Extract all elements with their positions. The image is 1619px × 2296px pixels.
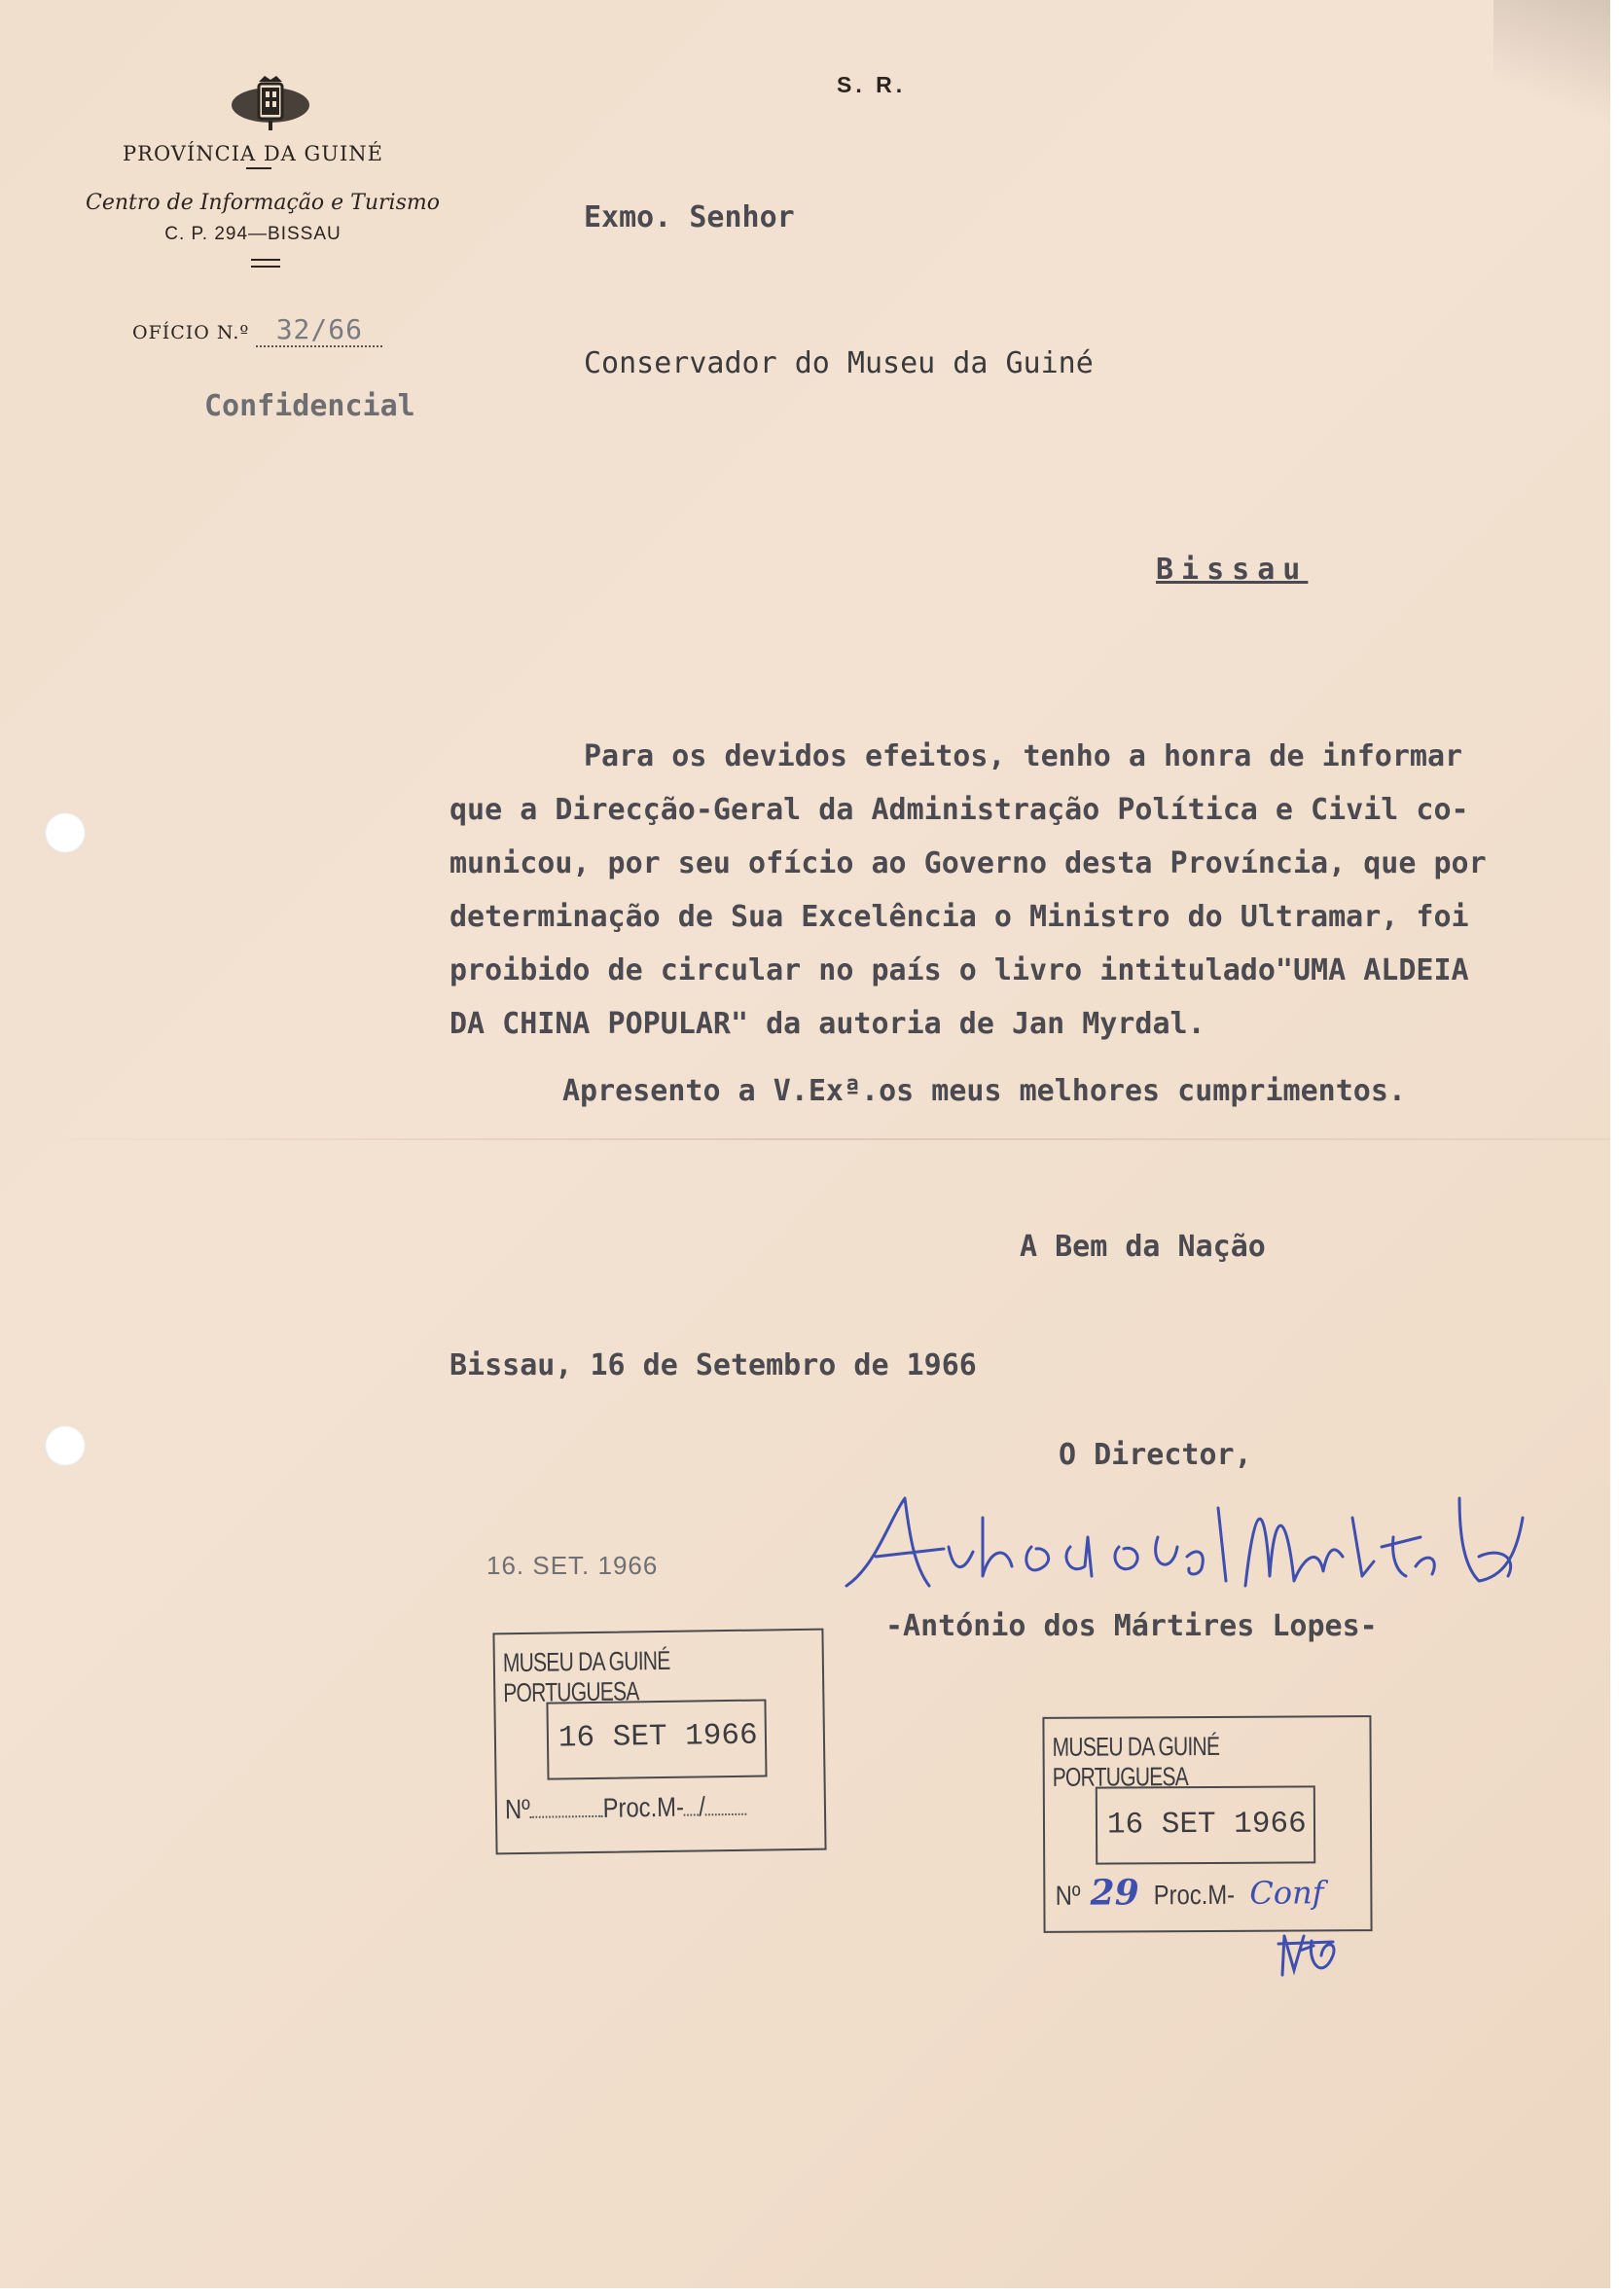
top-mark: S. R. — [837, 72, 907, 97]
date-stamp: 16. SET. 1966 — [486, 1551, 659, 1580]
motto: A Bem da Nação — [1020, 1230, 1266, 1264]
body-line: determinação de Sua Excelência o Ministro do Ultramar, foi — [450, 900, 1469, 934]
typed-name: -António dos Mártires Lopes- — [885, 1609, 1378, 1643]
paper-fold — [0, 1138, 1610, 1140]
body-line: municou, por seu ofício ao Governo desta Província, que por — [450, 846, 1487, 880]
stamp-number-row — [1053, 1871, 1323, 1913]
corner-shade — [1493, 0, 1610, 136]
body-line: DA CHINA POPULAR" da autoria de Jan Myrdal. — [450, 1007, 1205, 1041]
oficio-number: 32/66 — [275, 313, 363, 345]
stamp-date-box — [546, 1699, 767, 1779]
handwritten-initials — [1275, 1926, 1352, 1985]
province-name: PROVÍNCIA DA GUINÉ — [123, 142, 383, 165]
stamp-title: MUSEU DA GUINÉ PORTUGUESA — [502, 1645, 670, 1708]
postal-address: C. P. 294—BISSAU — [164, 224, 342, 244]
salutation: Exmo. Senhor — [584, 200, 795, 234]
divider — [246, 167, 271, 169]
body-line: Para os devidos efeitos, tenho a honra de informar — [584, 739, 1463, 773]
museum-stamp-left — [492, 1629, 826, 1855]
centre-name: Centro de Informação e Turismo — [86, 191, 440, 215]
punch-hole — [45, 812, 86, 853]
punch-hole — [45, 1425, 86, 1466]
oficio-label — [132, 313, 382, 347]
recipient-city: Bissau — [1156, 553, 1309, 587]
recipient: Conservador do Museu da Guiné — [584, 346, 1094, 380]
stamp-date-box — [1096, 1785, 1315, 1864]
stamp-handwritten-proc: Conf — [1249, 1874, 1324, 1912]
stamp-date: 16 SET 1966 — [558, 1718, 758, 1756]
stamp-number-row — [505, 1791, 747, 1825]
divider — [251, 259, 280, 268]
stamp-slash: / — [699, 1791, 706, 1822]
stamp-proc-label: Proc.M- — [1153, 1879, 1236, 1911]
stamp-date: 16 SET 1966 — [1106, 1807, 1307, 1843]
body-line: que a Direcção-Geral da Administração Política e Civil co- — [450, 793, 1469, 827]
date-line: Bissau, 16 de Setembro de 1966 — [450, 1348, 977, 1382]
body-line: proibido de circular no país o livro intitulado"UMA ALDEIA — [450, 953, 1469, 987]
stamp-handwritten-number: 29 — [1090, 1872, 1139, 1914]
classification-label: Confidencial — [204, 389, 415, 423]
oficio-label-text: OFÍCIO N.º — [132, 322, 250, 343]
stamp-title: MUSEU DA GUINÉ PORTUGUESA — [1052, 1731, 1220, 1792]
signatory-title: O Director, — [1059, 1438, 1252, 1472]
museum-stamp-right — [1042, 1715, 1372, 1933]
closing-line: Apresento a V.Exª.os meus melhores cumprimentos. — [562, 1074, 1406, 1108]
coat-of-arms-icon — [230, 74, 311, 132]
stamp-proc-label: Proc.M- — [602, 1791, 685, 1823]
stamp-number-label: Nº — [504, 1793, 531, 1825]
stamp-number-label: Nº — [1055, 1880, 1081, 1911]
signature — [837, 1479, 1537, 1615]
